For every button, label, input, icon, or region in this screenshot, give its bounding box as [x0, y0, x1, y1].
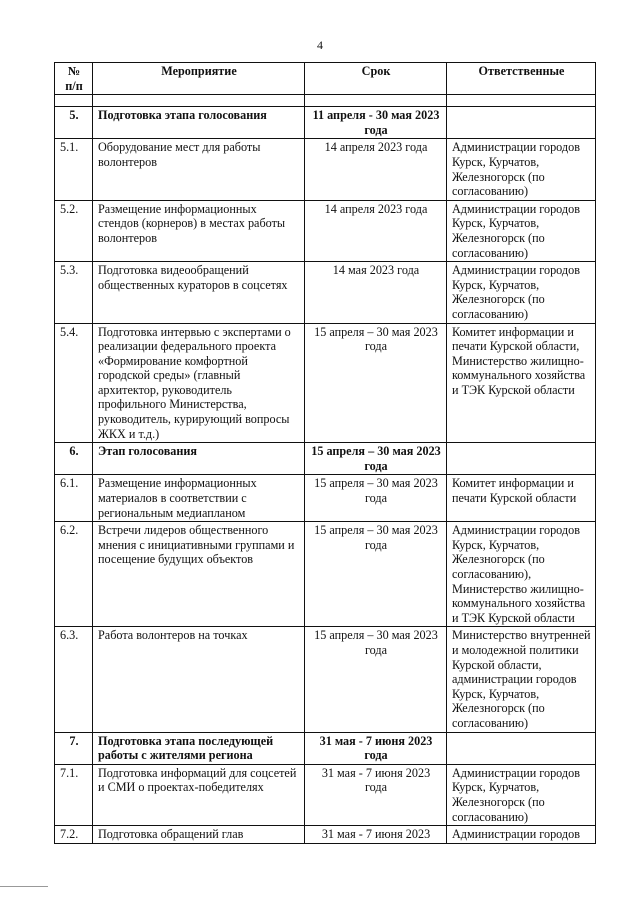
cell-term: 14 мая 2023 года — [305, 262, 447, 323]
table-row — [55, 200, 596, 261]
page-number: 4 — [317, 38, 323, 52]
cell-term: 15 апреля – 30 мая 2023 года — [305, 323, 447, 443]
table-row — [55, 475, 596, 522]
cell-event: Подготовка видеообращений общественных кураторов в соцсетях — [93, 262, 305, 323]
cell-term: 11 апреля - 30 мая 2023 года — [305, 107, 447, 139]
cell-responsible: Администрации городов Курск, Курчатов, Железногорск (по согласованию) — [447, 200, 596, 261]
section-row — [55, 107, 596, 139]
cell-responsible: Администрации городов — [447, 826, 596, 844]
cell-event: Размещение информационных материалов в соответствии с региональным медиапланом — [93, 475, 305, 522]
cell-responsible — [447, 443, 596, 475]
cell-term: 14 апреля 2023 года — [305, 200, 447, 261]
cell-term: 31 мая - 7 июня 2023 года — [305, 732, 447, 764]
cell-term: 15 апреля – 30 мая 2023 года — [305, 475, 447, 522]
cell-event: Размещение информационных стендов (корнеров) в местах работы волонтеров — [93, 200, 305, 261]
cell-number: 6.2. — [55, 522, 93, 627]
table-row — [55, 522, 596, 627]
cell-number: 5.2. — [55, 200, 93, 261]
cell-event: Подготовка информаций для соцсетей и СМИ о проектах-победителях — [93, 764, 305, 825]
header-responsible: Ответственные — [447, 63, 596, 95]
table-row — [55, 323, 596, 443]
cell-responsible — [447, 107, 596, 139]
cell-responsible: Комитет информации и печати Курской области, Министерство жилищно-коммунального хозяйства и ТЭК Курской области — [447, 323, 596, 443]
cell-number: 5.3. — [55, 262, 93, 323]
cell-event: Подготовка этапа последующей работы с жителями региона — [93, 732, 305, 764]
header-event: Мероприятие — [93, 63, 305, 95]
cell-responsible: Администрации городов Курск, Курчатов, Железногорск (по согласованию) — [447, 139, 596, 200]
cell-responsible: Администрации городов Курск, Курчатов, Железногорск (по согласованию) — [447, 262, 596, 323]
cell-responsible: Администрации городов Курск, Курчатов, Железногорск (по согласованию), Министерство жилищно-коммунального хозяйства и ТЭК Курской области — [447, 522, 596, 627]
cell-event: Этап голосования — [93, 443, 305, 475]
cell-event: Подготовка обращений глав — [93, 826, 305, 844]
cell-event: Подготовка интервью с экспертами о реализации федерального проекта «Формирование комфортной городской среды» (главный архитектор, руководитель профильного Министерства, руководитель, курирующий вопросы ЖКХ и т.д.) — [93, 323, 305, 443]
cell-term: 31 мая - 7 июня 2023 года — [305, 764, 447, 825]
table-header-row — [55, 63, 596, 95]
cell-event: Подготовка этапа голосования — [93, 107, 305, 139]
footer-rule — [0, 886, 48, 887]
table-row — [55, 262, 596, 323]
table-row — [55, 826, 596, 844]
cell-responsible: Комитет информации и печати Курской области — [447, 475, 596, 522]
cell-term: 31 мая - 7 июня 2023 — [305, 826, 447, 844]
header-num: № п/п — [55, 63, 93, 95]
section-row — [55, 732, 596, 764]
cell-number: 5.4. — [55, 323, 93, 443]
cell-number: 7.1. — [55, 764, 93, 825]
cell-responsible: Администрации городов Курск, Курчатов, Железногорск (по согласованию) — [447, 764, 596, 825]
cell-number: 6. — [55, 443, 93, 475]
cell-number: 5.1. — [55, 139, 93, 200]
cell-event: Работа волонтеров на точках — [93, 627, 305, 732]
header-term: Срок — [305, 63, 447, 95]
cell-number: 7. — [55, 732, 93, 764]
cell-event: Оборудование мест для работы волонтеров — [93, 139, 305, 200]
table-spacer-row — [55, 95, 596, 107]
cell-term: 15 апреля – 30 мая 2023 года — [305, 443, 447, 475]
cell-number: 5. — [55, 107, 93, 139]
cell-number: 6.3. — [55, 627, 93, 732]
cell-event: Встречи лидеров общественного мнения с инициативными группами и посещение будущих объектов — [93, 522, 305, 627]
cell-responsible — [447, 732, 596, 764]
cell-term: 15 апреля – 30 мая 2023 года — [305, 522, 447, 627]
section-row — [55, 443, 596, 475]
table-row — [55, 764, 596, 825]
cell-term: 15 апреля – 30 мая 2023 года — [305, 627, 447, 732]
cell-number: 7.2. — [55, 826, 93, 844]
cell-term: 14 апреля 2023 года — [305, 139, 447, 200]
table-row — [55, 627, 596, 732]
cell-responsible: Министерство внутренней и молодежной политики Курской области, администрации городов Курск, Курчатов, Железногорск (по согласованию) — [447, 627, 596, 732]
cell-number: 6.1. — [55, 475, 93, 522]
table-row — [55, 139, 596, 200]
events-table — [54, 62, 596, 844]
